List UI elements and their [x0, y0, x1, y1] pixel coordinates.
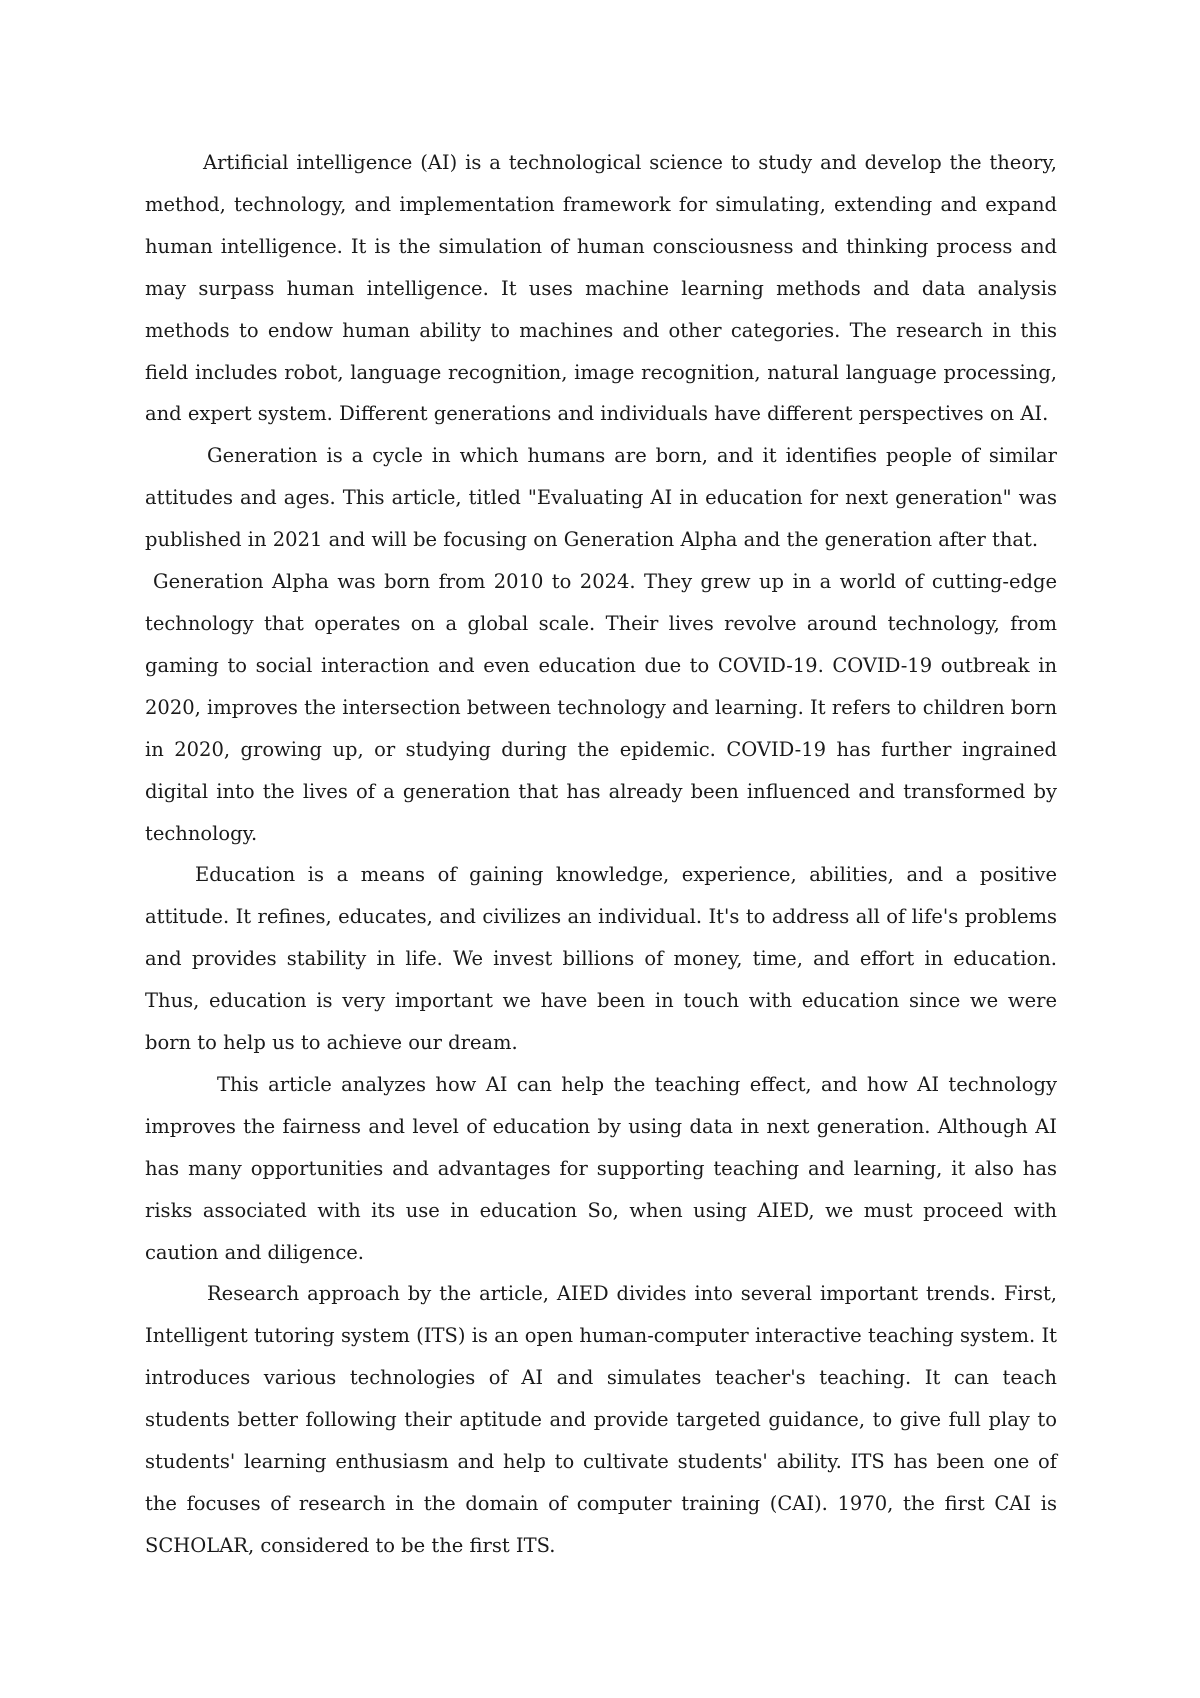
paragraph-ai-definition: Artificial intelligence (AI) is a technological science to study and develop the theory, method, technology, and implementation framework for simulating, extending and expand human intelligence. It is the simulation of human consciousness and thinking process and may surpass human intelligence. It uses machine learning methods and data analysis methods to endow human ability to machines and other categories. The research in this field includes robot, language recognition, image recognition, natural language processing, and expert system. Different generations and individuals have different perspectives on AI.: [145, 151, 1057, 426]
document-body: [145, 142, 1057, 1567]
paragraph-research-approach: Research approach by the article, AIED divides into several important trends. First, Intelligent tutoring system (ITS) is an open human-computer interactive teaching system. It introduces various technologies of AI and simulates teacher's teaching. It can teach students better following their aptitude and provide targeted guidance, to give full play to students' learning enthusiasm and help to cultivate students' ability. ITS has been one of the focuses of research in the domain of computer training (CAI). 1970, the first CAI is SCHOLAR, considered to be the first ITS.: [145, 1282, 1057, 1557]
paragraph-article-analysis: This article analyzes how AI can help the teaching effect, and how AI technology improves the fairness and level of education by using data in next generation. Although AI has many opportunities and advantages for supporting teaching and learning, it also has risks associated with its use in education So, when using AIED, we must proceed with caution and diligence.: [145, 1072, 1057, 1264]
paragraph-generation: Generation is a cycle in which humans are born, and it identifies people of similar attitudes and ages. This article, titled "Evaluating AI in education for next generation" was published in 2021 and will be focusing on Generation Alpha and the generation after that.: [145, 444, 1057, 552]
paragraph-education: Education is a means of gaining knowledge, experience, abilities, and a positive attitude. It refines, educates, and civilizes an individual. It's to address all of life's problems and provides stability in life. We invest billions of money, time, and effort in education. Thus, education is very important we have been in touch with education since we were born to help us to achieve our dream.: [145, 863, 1057, 1055]
paragraph-generation-alpha: Generation Alpha was born from 2010 to 2024. They grew up in a world of cutting-edge technology that operates on a global scale. Their lives revolve around technology, from gaming to social interaction and even education due to COVID-19. COVID-19 outbreak in 2020, improves the intersection between technology and learning. It refers to children born in 2020, growing up, or studying during the epidemic. COVID-19 has further ingrained digital into the lives of a generation that has already been influenced and transformed by technology.: [145, 570, 1057, 845]
